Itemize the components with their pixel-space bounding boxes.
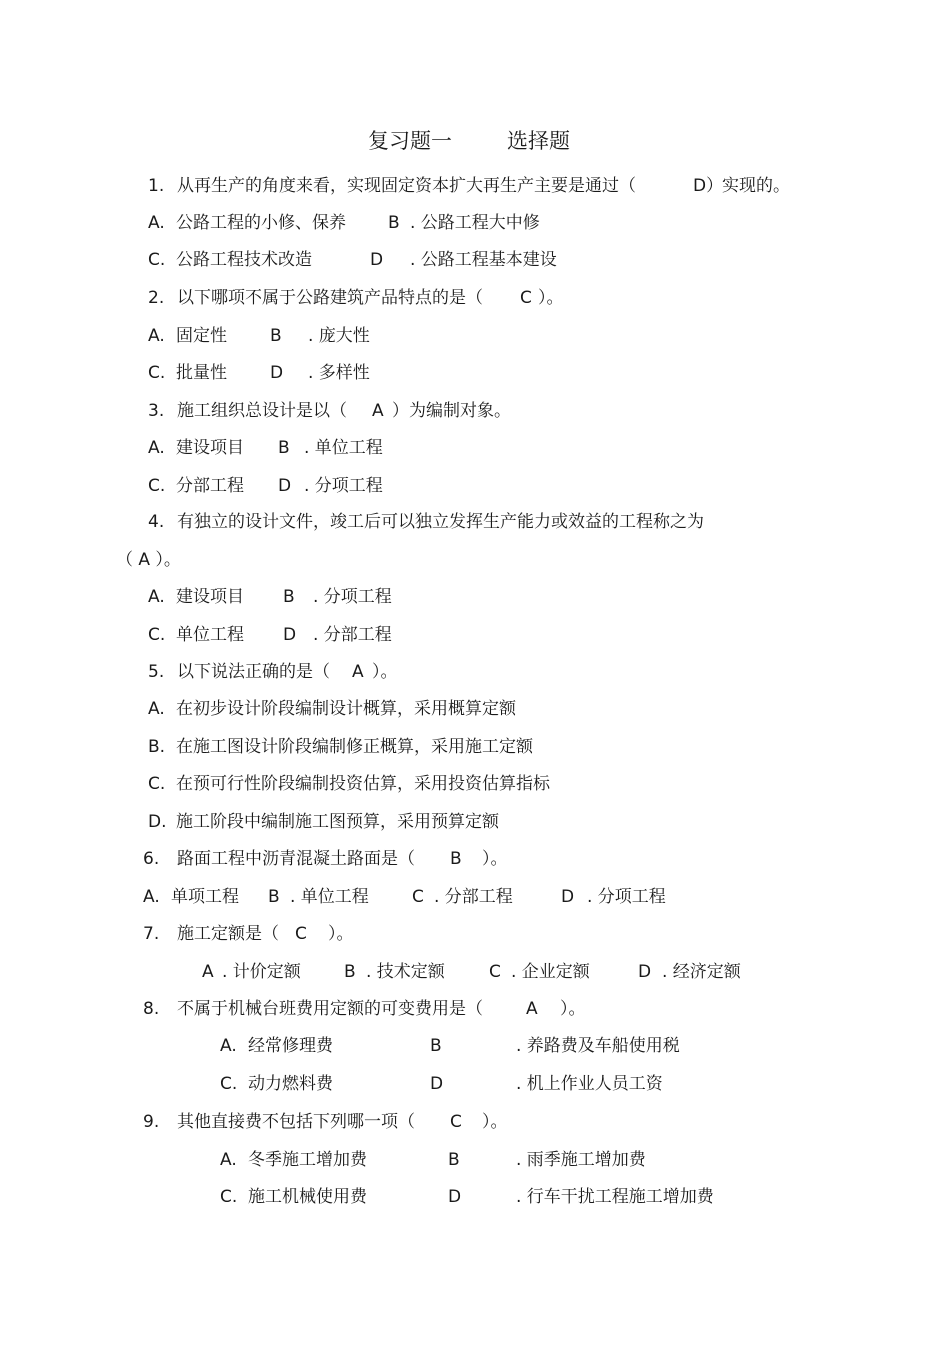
question-2-tail: ）。: [538, 288, 564, 308]
question-8-option-b-letter: B: [430, 1036, 442, 1056]
question-3-option-d: . 分项工程: [304, 476, 383, 496]
question-9-text: 其他直接费不包括下列哪一项（: [177, 1112, 415, 1132]
question-1-option-c: 公路工程技术改造: [176, 250, 312, 270]
question-8-option-a-letter: A.: [220, 1036, 237, 1056]
question-2-option-d-letter: D: [270, 363, 284, 383]
question-3-text: 施工组织总设计是以（: [177, 401, 347, 421]
question-9-option-a-letter: A.: [220, 1150, 237, 1170]
question-4-option-d-letter: D: [283, 625, 297, 645]
question-9-option-b-letter: B: [448, 1150, 460, 1170]
question-7-option-b-letter: B: [344, 962, 356, 982]
question-1-number: 1.: [148, 176, 165, 196]
question-5-answer: A: [352, 662, 364, 682]
question-4-answer-line: （ A ）。: [116, 550, 181, 570]
question-4-option-a: 建设项目: [176, 587, 244, 607]
question-3-option-a-letter: A.: [148, 438, 165, 458]
question-5-option-c: 在预可行性阶段编制投资估算，采用投资估算指标: [176, 774, 550, 794]
question-1-answer: D）: [693, 176, 724, 196]
question-4-option-c-letter: C.: [148, 625, 166, 645]
page-title: 复习题一: [368, 129, 452, 153]
question-4-option-b: . 分项工程: [313, 587, 392, 607]
question-8-answer: A: [526, 999, 538, 1019]
question-6-answer: B: [450, 849, 462, 869]
question-4-number: 4.: [148, 512, 165, 532]
question-2-option-b: . 庞大性: [308, 326, 370, 346]
question-9-answer: C: [450, 1112, 462, 1132]
question-8-option-b: . 养路费及车船使用税: [516, 1036, 680, 1056]
question-2-text: 以下哪项不属于公路建筑产品特点的是（: [177, 288, 483, 308]
question-7-answer: C: [295, 924, 307, 944]
question-8-option-d-letter: D: [430, 1074, 444, 1094]
question-6-option-c: . 分部工程: [434, 887, 513, 907]
question-6-option-d-letter: D: [561, 887, 575, 907]
question-9-option-b: . 雨季施工增加费: [516, 1150, 646, 1170]
question-7-text: 施工定额是（: [177, 924, 279, 944]
question-2-option-d: . 多样性: [308, 363, 370, 383]
question-8-option-d: . 机上作业人员工资: [516, 1074, 663, 1094]
question-3-number: 3.: [148, 401, 165, 421]
question-8-option-c: 动力燃料费: [248, 1074, 333, 1094]
question-5-option-a: 在初步设计阶段编制设计概算，采用概算定额: [176, 699, 516, 719]
question-5-option-d-letter: D.: [148, 812, 167, 832]
question-2-option-c-letter: C.: [148, 363, 166, 383]
question-3-option-b: . 单位工程: [304, 438, 383, 458]
question-6-number: 6.: [143, 849, 160, 869]
question-2-answer: C: [520, 288, 532, 308]
question-2-option-a-letter: A.: [148, 326, 165, 346]
question-6-option-d: . 分项工程: [587, 887, 666, 907]
question-3-tail: ）为编制对象。: [392, 401, 511, 421]
question-6-option-b: . 单位工程: [290, 887, 369, 907]
question-5-option-b: 在施工图设计阶段编制修正概算，采用施工定额: [176, 737, 533, 757]
question-5-text: 以下说法正确的是（: [177, 662, 330, 682]
question-2-option-a: 固定性: [176, 326, 227, 346]
question-8-option-c-letter: C.: [220, 1074, 238, 1094]
question-1-option-b: . 公路工程大中修: [410, 213, 540, 233]
page-subtitle: 选择题: [507, 129, 570, 153]
question-9-option-c-letter: C.: [220, 1187, 238, 1207]
question-8-text: 不属于机械台班费用定额的可变费用是（: [177, 999, 483, 1019]
question-8-tail: ）。: [560, 999, 586, 1019]
question-1-option-a: 公路工程的小修、保养: [176, 213, 346, 233]
question-4-option-b-letter: B: [283, 587, 295, 607]
question-3-answer: A: [372, 401, 384, 421]
question-9-option-d-letter: D: [448, 1187, 462, 1207]
question-5-option-a-letter: A.: [148, 699, 165, 719]
question-9-option-c: 施工机械使用费: [248, 1187, 367, 1207]
question-4-option-c: 单位工程: [176, 625, 244, 645]
question-3-option-c: 分部工程: [176, 476, 244, 496]
question-6-option-a: 单项工程: [171, 887, 239, 907]
question-9-option-d: . 行车干扰工程施工增加费: [516, 1187, 714, 1207]
question-7-option-a: . 计价定额: [222, 962, 301, 982]
question-7-option-a-letter: A: [202, 962, 214, 982]
question-4-text: 有独立的设计文件，竣工后可以独立发挥生产能力或效益的工程称之为: [177, 512, 704, 532]
question-6-tail: ）。: [482, 849, 508, 869]
question-6-option-b-letter: B: [268, 887, 280, 907]
question-5-tail: ）。: [372, 662, 398, 682]
question-5-option-b-letter: B.: [148, 737, 166, 757]
question-3-option-a: 建设项目: [176, 438, 244, 458]
question-2-option-b-letter: B: [270, 326, 282, 346]
question-7-tail: ）。: [328, 924, 354, 944]
question-2-option-c: 批量性: [176, 363, 227, 383]
question-8-number: 8.: [143, 999, 160, 1019]
question-5-option-d: 施工阶段中编制施工图预算，采用预算定额: [176, 812, 499, 832]
question-9-number: 9.: [143, 1112, 160, 1132]
question-1-option-c-letter: C.: [148, 250, 166, 270]
question-5-option-c-letter: C.: [148, 774, 166, 794]
question-6-option-a-letter: A.: [143, 887, 160, 907]
question-1-text: 从再生产的角度来看，实现固定资本扩大再生产主要是通过（: [177, 176, 636, 196]
question-1-option-a-letter: A.: [148, 213, 165, 233]
question-5-number: 5.: [148, 662, 165, 682]
question-6-text: 路面工程中沥青混凝土路面是（: [177, 849, 415, 869]
question-1-option-b-letter: B: [388, 213, 400, 233]
question-3-option-c-letter: C.: [148, 476, 166, 496]
question-4-option-a-letter: A.: [148, 587, 165, 607]
question-7-option-c: . 企业定额: [511, 962, 590, 982]
question-1-tail: 实现的。: [722, 176, 790, 196]
question-1-option-d: . 公路工程基本建设: [410, 250, 557, 270]
question-1-option-d-letter: D: [370, 250, 384, 270]
question-7-option-d: . 经济定额: [662, 962, 741, 982]
question-8-option-a: 经常修理费: [248, 1036, 333, 1056]
question-2-number: 2.: [148, 288, 165, 308]
question-9-tail: ）。: [482, 1112, 508, 1132]
question-3-option-d-letter: D: [278, 476, 292, 496]
question-7-option-d-letter: D: [638, 962, 652, 982]
question-7-option-b: . 技术定额: [366, 962, 445, 982]
question-9-option-a: 冬季施工增加费: [248, 1150, 367, 1170]
question-7-option-c-letter: C: [489, 962, 501, 982]
question-3-option-b-letter: B: [278, 438, 290, 458]
question-7-number: 7.: [143, 924, 160, 944]
question-4-option-d: . 分部工程: [313, 625, 392, 645]
question-6-option-c-letter: C: [412, 887, 424, 907]
